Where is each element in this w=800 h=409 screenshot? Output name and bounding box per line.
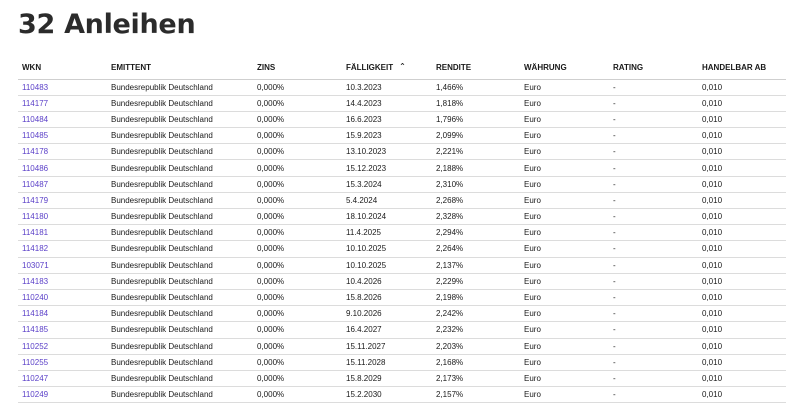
zins-cell: 0,000%	[253, 370, 342, 386]
rating-cell: -	[609, 370, 698, 386]
column-header-rating[interactable]: RATING	[609, 56, 698, 79]
column-header-handelbar-ab[interactable]: HANDELBAR AB	[698, 56, 786, 79]
emittent-cell: Bundesrepublik Deutschland	[107, 176, 253, 192]
waehrung-cell: Euro	[520, 338, 609, 354]
rating-cell: -	[609, 209, 698, 225]
wkn-link[interactable]: 114177	[18, 95, 107, 111]
emittent-cell: Bundesrepublik Deutschland	[107, 306, 253, 322]
table-row[interactable]	[18, 144, 786, 160]
rating-cell: -	[609, 322, 698, 338]
column-header-faelligkeit[interactable]: FÄLLIGKEIT ⌃	[342, 56, 432, 79]
column-header-waehrung[interactable]: WÄHRUNG	[520, 56, 609, 79]
zins-cell: 0,000%	[253, 209, 342, 225]
column-header-wkn[interactable]: WKN	[18, 56, 107, 79]
table-row[interactable]	[18, 289, 786, 305]
rating-cell: -	[609, 273, 698, 289]
wkn-link[interactable]: 110255	[18, 354, 107, 370]
waehrung-cell: Euro	[520, 128, 609, 144]
handelbar-ab-cell: 0,010	[698, 370, 786, 386]
table-row[interactable]	[18, 322, 786, 338]
handelbar-ab-cell: 0,010	[698, 338, 786, 354]
handelbar-ab-cell: 0,010	[698, 387, 786, 403]
page-title: 32 Anleihen	[18, 9, 196, 40]
emittent-cell: Bundesrepublik Deutschland	[107, 79, 253, 95]
faelligkeit-cell: 5.4.2024	[342, 192, 432, 208]
table-row[interactable]	[18, 160, 786, 176]
faelligkeit-cell: 9.10.2026	[342, 306, 432, 322]
zins-cell: 0,000%	[253, 111, 342, 127]
emittent-cell: Bundesrepublik Deutschland	[107, 209, 253, 225]
faelligkeit-cell: 15.9.2023	[342, 128, 432, 144]
table-row[interactable]	[18, 273, 786, 289]
rating-cell: -	[609, 354, 698, 370]
wkn-link[interactable]: 110247	[18, 370, 107, 386]
faelligkeit-cell: 16.4.2027	[342, 322, 432, 338]
rating-cell: -	[609, 306, 698, 322]
emittent-cell: Bundesrepublik Deutschland	[107, 257, 253, 273]
wkn-link[interactable]: 110486	[18, 160, 107, 176]
faelligkeit-cell: 15.3.2024	[342, 176, 432, 192]
wkn-link[interactable]: 114178	[18, 144, 107, 160]
waehrung-cell: Euro	[520, 111, 609, 127]
wkn-link[interactable]: 110483	[18, 79, 107, 95]
faelligkeit-cell: 15.11.2027	[342, 338, 432, 354]
faelligkeit-cell: 18.10.2024	[342, 209, 432, 225]
faelligkeit-cell: 15.2.2030	[342, 387, 432, 403]
handelbar-ab-cell: 0,010	[698, 322, 786, 338]
rating-cell: -	[609, 160, 698, 176]
zins-cell: 0,000%	[253, 257, 342, 273]
table-row[interactable]	[18, 354, 786, 370]
faelligkeit-cell: 13.10.2023	[342, 144, 432, 160]
rendite-cell: 1,796%	[432, 111, 520, 127]
rendite-cell: 2,099%	[432, 128, 520, 144]
waehrung-cell: Euro	[520, 225, 609, 241]
rendite-cell: 2,168%	[432, 354, 520, 370]
table-row[interactable]	[18, 338, 786, 354]
faelligkeit-cell: 10.4.2026	[342, 273, 432, 289]
handelbar-ab-cell: 0,010	[698, 306, 786, 322]
waehrung-cell: Euro	[520, 257, 609, 273]
waehrung-cell: Euro	[520, 192, 609, 208]
emittent-cell: Bundesrepublik Deutschland	[107, 225, 253, 241]
rendite-cell: 2,229%	[432, 273, 520, 289]
handelbar-ab-cell: 0,010	[698, 209, 786, 225]
waehrung-cell: Euro	[520, 273, 609, 289]
zins-cell: 0,000%	[253, 176, 342, 192]
faelligkeit-cell: 10.3.2023	[342, 79, 432, 95]
faelligkeit-cell: 11.4.2025	[342, 225, 432, 241]
table-row[interactable]	[18, 192, 786, 208]
faelligkeit-cell: 15.8.2026	[342, 289, 432, 305]
wkn-link[interactable]: 110252	[18, 338, 107, 354]
faelligkeit-cell: 15.8.2029	[342, 370, 432, 386]
rating-cell: -	[609, 338, 698, 354]
zins-cell: 0,000%	[253, 306, 342, 322]
rendite-cell: 2,173%	[432, 370, 520, 386]
table-row[interactable]	[18, 209, 786, 225]
handelbar-ab-cell: 0,010	[698, 111, 786, 127]
wkn-link[interactable]: 114185	[18, 322, 107, 338]
rating-cell: -	[609, 176, 698, 192]
rating-cell: -	[609, 95, 698, 111]
table-header-row	[18, 56, 786, 79]
emittent-cell: Bundesrepublik Deutschland	[107, 160, 253, 176]
wkn-link[interactable]: 110485	[18, 128, 107, 144]
emittent-cell: Bundesrepublik Deutschland	[107, 273, 253, 289]
zins-cell: 0,000%	[253, 354, 342, 370]
table-row[interactable]	[18, 176, 786, 192]
handelbar-ab-cell: 0,010	[698, 192, 786, 208]
emittent-cell: Bundesrepublik Deutschland	[107, 128, 253, 144]
rendite-cell: 2,157%	[432, 387, 520, 403]
emittent-cell: Bundesrepublik Deutschland	[107, 370, 253, 386]
table-row[interactable]	[18, 370, 786, 386]
rating-cell: -	[609, 111, 698, 127]
rating-cell: -	[609, 79, 698, 95]
rating-cell: -	[609, 128, 698, 144]
rendite-cell: 2,188%	[432, 160, 520, 176]
wkn-link[interactable]: 110249	[18, 387, 107, 403]
zins-cell: 0,000%	[253, 95, 342, 111]
zins-cell: 0,000%	[253, 225, 342, 241]
emittent-cell: Bundesrepublik Deutschland	[107, 95, 253, 111]
emittent-cell: Bundesrepublik Deutschland	[107, 338, 253, 354]
faelligkeit-cell: 16.6.2023	[342, 111, 432, 127]
chevron-up-icon[interactable]: ⌃	[399, 61, 406, 71]
handelbar-ab-cell: 0,010	[698, 79, 786, 95]
rendite-cell: 1,818%	[432, 95, 520, 111]
emittent-cell: Bundesrepublik Deutschland	[107, 111, 253, 127]
faelligkeit-cell: 14.4.2023	[342, 95, 432, 111]
wkn-link[interactable]: 110484	[18, 111, 107, 127]
rating-cell: -	[609, 192, 698, 208]
table-row[interactable]	[18, 387, 786, 403]
waehrung-cell: Euro	[520, 144, 609, 160]
emittent-cell: Bundesrepublik Deutschland	[107, 387, 253, 403]
wkn-link[interactable]: 114180	[18, 209, 107, 225]
waehrung-cell: Euro	[520, 79, 609, 95]
waehrung-cell: Euro	[520, 354, 609, 370]
wkn-link[interactable]: 114183	[18, 273, 107, 289]
wkn-link[interactable]: 114179	[18, 192, 107, 208]
handelbar-ab-cell: 0,010	[698, 176, 786, 192]
rendite-cell: 2,264%	[432, 241, 520, 257]
waehrung-cell: Euro	[520, 176, 609, 192]
handelbar-ab-cell: 0,010	[698, 144, 786, 160]
table-row[interactable]	[18, 79, 786, 95]
table-row[interactable]	[18, 241, 786, 257]
faelligkeit-cell: 10.10.2025	[342, 257, 432, 273]
rating-cell: -	[609, 144, 698, 160]
waehrung-cell: Euro	[520, 95, 609, 111]
waehrung-cell: Euro	[520, 387, 609, 403]
emittent-cell: Bundesrepublik Deutschland	[107, 289, 253, 305]
rendite-cell: 2,242%	[432, 306, 520, 322]
zins-cell: 0,000%	[253, 79, 342, 95]
handelbar-ab-cell: 0,010	[698, 257, 786, 273]
table-row[interactable]	[18, 128, 786, 144]
rating-cell: -	[609, 387, 698, 403]
handelbar-ab-cell: 0,010	[698, 273, 786, 289]
zins-cell: 0,000%	[253, 273, 342, 289]
emittent-cell: Bundesrepublik Deutschland	[107, 192, 253, 208]
handelbar-ab-cell: 0,010	[698, 225, 786, 241]
table-row[interactable]	[18, 95, 786, 111]
rating-cell: -	[609, 257, 698, 273]
wkn-link[interactable]: 114182	[18, 241, 107, 257]
zins-cell: 0,000%	[253, 338, 342, 354]
rating-cell: -	[609, 225, 698, 241]
wkn-link[interactable]: 114184	[18, 306, 107, 322]
table-row[interactable]	[18, 306, 786, 322]
rendite-cell: 2,310%	[432, 176, 520, 192]
rendite-cell: 2,294%	[432, 225, 520, 241]
rendite-cell: 2,232%	[432, 322, 520, 338]
zins-cell: 0,000%	[253, 241, 342, 257]
column-header-emittent[interactable]: EMITTENT	[107, 56, 253, 79]
handelbar-ab-cell: 0,010	[698, 160, 786, 176]
waehrung-cell: Euro	[520, 306, 609, 322]
zins-cell: 0,000%	[253, 387, 342, 403]
handelbar-ab-cell: 0,010	[698, 128, 786, 144]
faelligkeit-cell: 15.11.2028	[342, 354, 432, 370]
zins-cell: 0,000%	[253, 289, 342, 305]
rating-cell: -	[609, 241, 698, 257]
zins-cell: 0,000%	[253, 322, 342, 338]
emittent-cell: Bundesrepublik Deutschland	[107, 144, 253, 160]
waehrung-cell: Euro	[520, 370, 609, 386]
rendite-cell: 2,203%	[432, 338, 520, 354]
waehrung-cell: Euro	[520, 322, 609, 338]
handelbar-ab-cell: 0,010	[698, 289, 786, 305]
table-row[interactable]	[18, 111, 786, 127]
table-row[interactable]	[18, 225, 786, 241]
waehrung-cell: Euro	[520, 289, 609, 305]
rendite-cell: 2,221%	[432, 144, 520, 160]
zins-cell: 0,000%	[253, 128, 342, 144]
wkn-link[interactable]: 103071	[18, 257, 107, 273]
zins-cell: 0,000%	[253, 144, 342, 160]
wkn-link[interactable]: 110240	[18, 289, 107, 305]
rating-cell: -	[609, 289, 698, 305]
emittent-cell: Bundesrepublik Deutschland	[107, 241, 253, 257]
faelligkeit-cell: 15.12.2023	[342, 160, 432, 176]
column-header-rendite[interactable]: RENDITE	[432, 56, 520, 79]
waehrung-cell: Euro	[520, 209, 609, 225]
rendite-cell: 2,198%	[432, 289, 520, 305]
table-row[interactable]	[18, 257, 786, 273]
zins-cell: 0,000%	[253, 192, 342, 208]
emittent-cell: Bundesrepublik Deutschland	[107, 354, 253, 370]
wkn-link[interactable]: 110487	[18, 176, 107, 192]
rendite-cell: 2,328%	[432, 209, 520, 225]
column-header-zins[interactable]: ZINS	[253, 56, 342, 79]
handelbar-ab-cell: 0,010	[698, 95, 786, 111]
rendite-cell: 2,268%	[432, 192, 520, 208]
wkn-link[interactable]: 114181	[18, 225, 107, 241]
handelbar-ab-cell: 0,010	[698, 241, 786, 257]
table-body	[18, 79, 786, 403]
handelbar-ab-cell: 0,010	[698, 354, 786, 370]
bonds-table	[18, 56, 786, 403]
rendite-cell: 1,466%	[432, 79, 520, 95]
waehrung-cell: Euro	[520, 241, 609, 257]
waehrung-cell: Euro	[520, 160, 609, 176]
rendite-cell: 2,137%	[432, 257, 520, 273]
emittent-cell: Bundesrepublik Deutschland	[107, 322, 253, 338]
zins-cell: 0,000%	[253, 160, 342, 176]
faelligkeit-cell: 10.10.2025	[342, 241, 432, 257]
